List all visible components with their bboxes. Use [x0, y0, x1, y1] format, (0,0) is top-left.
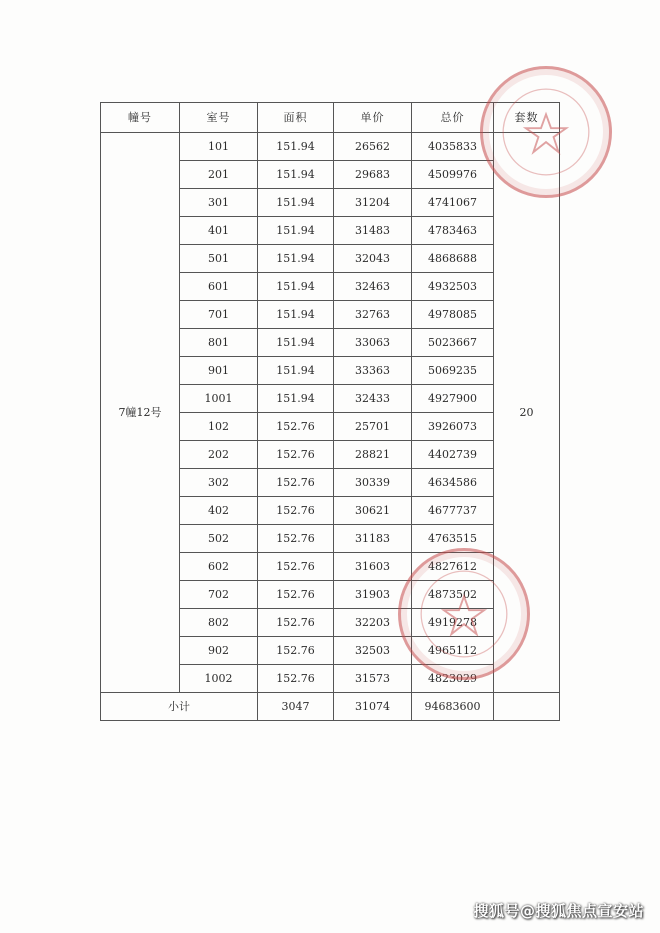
subtotal-row: [101, 693, 560, 721]
price-table: [100, 102, 560, 721]
cell-room: 802: [180, 609, 258, 637]
cell-room: 801: [180, 329, 258, 357]
table-body: [101, 133, 560, 693]
cell-area: 151.94: [258, 245, 334, 273]
cell-area: 151.94: [258, 357, 334, 385]
cell-total-price: 4634586: [412, 469, 494, 497]
cell-area: 152.76: [258, 637, 334, 665]
cell-total-price: 4741067: [412, 189, 494, 217]
cell-area: 151.94: [258, 189, 334, 217]
cell-area: 151.94: [258, 301, 334, 329]
cell-total-price: 4927900: [412, 385, 494, 413]
cell-total-price: 4919278: [412, 609, 494, 637]
cell-room: 402: [180, 497, 258, 525]
subtotal-label: 小计: [101, 693, 258, 721]
cell-unit-price: 30621: [334, 497, 412, 525]
cell-area: 151.94: [258, 217, 334, 245]
cell-room: 701: [180, 301, 258, 329]
cell-room: 601: [180, 273, 258, 301]
cell-room: 501: [180, 245, 258, 273]
cell-total-price: 4873502: [412, 581, 494, 609]
cell-area: 152.76: [258, 581, 334, 609]
table-header-row: [101, 103, 560, 133]
cell-area: 152.76: [258, 413, 334, 441]
cell-unit-price: 31573: [334, 665, 412, 693]
watermark: 搜狐号@搜狐焦点宣安站: [473, 902, 644, 920]
cell-total-price: 4783463: [412, 217, 494, 245]
cell-unit-price: 31183: [334, 525, 412, 553]
cell-area: 151.94: [258, 385, 334, 413]
cell-area: 151.94: [258, 133, 334, 161]
cell-room: 202: [180, 441, 258, 469]
cell-area: 152.76: [258, 665, 334, 693]
cell-area: 152.76: [258, 525, 334, 553]
cell-unit-price: 33363: [334, 357, 412, 385]
cell-room: 702: [180, 581, 258, 609]
header-count: 套数: [494, 103, 560, 133]
cell-unit-price: 32463: [334, 273, 412, 301]
cell-room: 102: [180, 413, 258, 441]
cell-room: 1002: [180, 665, 258, 693]
cell-total-price: 4823029: [412, 665, 494, 693]
cell-total-price: 4763515: [412, 525, 494, 553]
cell-total-price: 4827612: [412, 553, 494, 581]
cell-total-price: 4868688: [412, 245, 494, 273]
header-total-price: 总价: [412, 103, 494, 133]
cell-unit-price: 31603: [334, 553, 412, 581]
cell-area: 151.94: [258, 161, 334, 189]
cell-unit-price: 31903: [334, 581, 412, 609]
cell-unit-price: 31483: [334, 217, 412, 245]
cell-unit-price: 25701: [334, 413, 412, 441]
unit-count-cell: 20: [494, 133, 560, 693]
cell-room: 502: [180, 525, 258, 553]
cell-room: 901: [180, 357, 258, 385]
cell-total-price: 3926073: [412, 413, 494, 441]
cell-unit-price: 31204: [334, 189, 412, 217]
cell-total-price: 4932503: [412, 273, 494, 301]
cell-unit-price: 32203: [334, 609, 412, 637]
header-building: 幢号: [101, 103, 180, 133]
cell-room: 201: [180, 161, 258, 189]
cell-area: 152.76: [258, 441, 334, 469]
header-room: 室号: [180, 103, 258, 133]
cell-area: 152.76: [258, 497, 334, 525]
cell-room: 101: [180, 133, 258, 161]
cell-total-price: 4402739: [412, 441, 494, 469]
cell-area: 151.94: [258, 273, 334, 301]
cell-unit-price: 32433: [334, 385, 412, 413]
cell-unit-price: 32043: [334, 245, 412, 273]
subtotal-unit-price: 31074: [334, 693, 412, 721]
cell-room: 302: [180, 469, 258, 497]
cell-unit-price: 33063: [334, 329, 412, 357]
cell-total-price: 5023667: [412, 329, 494, 357]
cell-room: 602: [180, 553, 258, 581]
header-area: 面积: [258, 103, 334, 133]
header-unit-price: 单价: [334, 103, 412, 133]
cell-room: 301: [180, 189, 258, 217]
cell-room: 902: [180, 637, 258, 665]
cell-unit-price: 30339: [334, 469, 412, 497]
subtotal-total-price: 94683600: [412, 693, 494, 721]
cell-unit-price: 32503: [334, 637, 412, 665]
cell-room: 1001: [180, 385, 258, 413]
cell-unit-price: 29683: [334, 161, 412, 189]
cell-area: 152.76: [258, 609, 334, 637]
cell-total-price: 5069235: [412, 357, 494, 385]
cell-area: 151.94: [258, 329, 334, 357]
cell-total-price: 4677737: [412, 497, 494, 525]
subtotal-count-empty: [494, 693, 560, 721]
cell-total-price: 4509976: [412, 161, 494, 189]
cell-total-price: 4965112: [412, 637, 494, 665]
cell-area: 152.76: [258, 553, 334, 581]
cell-total-price: 4035833: [412, 133, 494, 161]
building-cell: 7幢12号: [101, 133, 180, 693]
cell-area: 152.76: [258, 469, 334, 497]
cell-unit-price: 26562: [334, 133, 412, 161]
cell-room: 401: [180, 217, 258, 245]
table-row: [101, 133, 560, 161]
cell-total-price: 4978085: [412, 301, 494, 329]
subtotal-area: 3047: [258, 693, 334, 721]
cell-unit-price: 28821: [334, 441, 412, 469]
cell-unit-price: 32763: [334, 301, 412, 329]
